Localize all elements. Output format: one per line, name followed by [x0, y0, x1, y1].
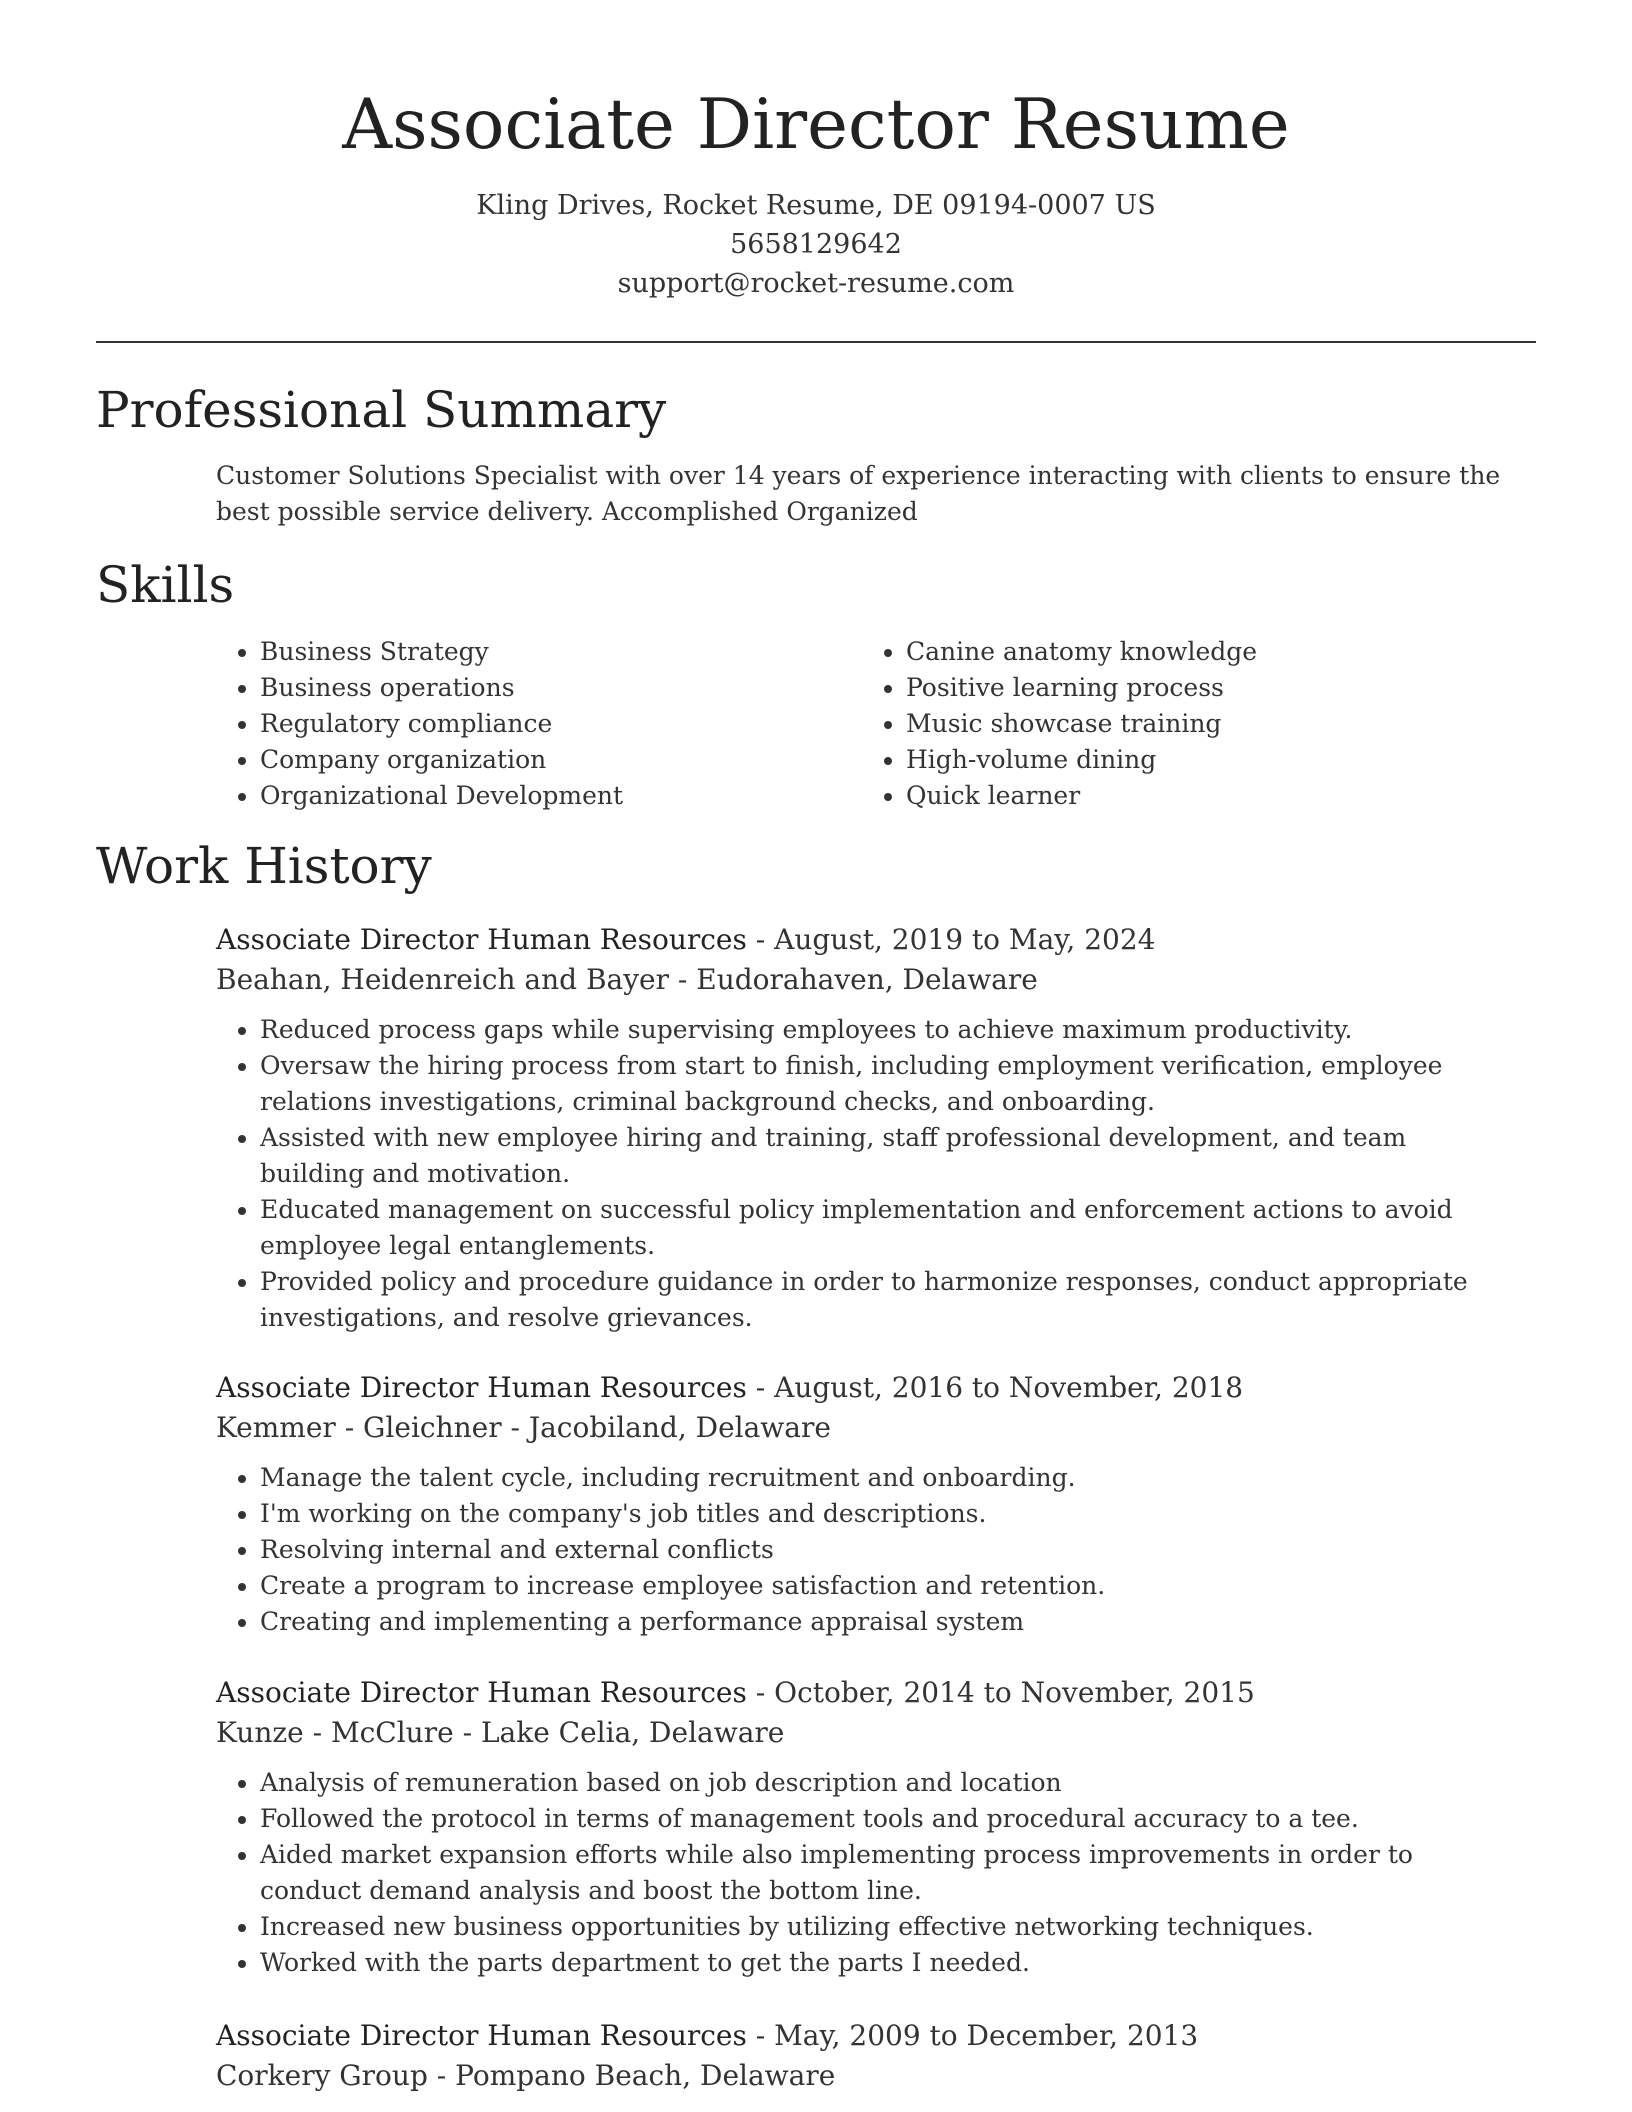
skill-item: • Business operations — [260, 670, 840, 706]
skill-item: • Organizational Development — [260, 778, 840, 814]
job-bullet: • Aided market expansion efforts while also implementing process improvements in order to conduct demand analysis and boost the bottom line. — [260, 1837, 1516, 1909]
job-title-line: Associate Director Human Resources - August, 2016 to November, 2018 — [216, 1371, 1244, 1404]
job-bullets — [216, 1765, 1516, 1981]
job-dates: May, 2009 to December, 2013 — [774, 2019, 1199, 2052]
job-bullet: • Followed the protocol in terms of management tools and procedural accuracy to a tee. — [260, 1801, 1516, 1837]
skills-list-left — [216, 634, 840, 814]
skill-item: • Positive learning process — [906, 670, 1526, 706]
job-company: Kunze - McClure — [216, 1716, 454, 1749]
email: support@rocket-resume.com — [617, 268, 1015, 299]
job-company: Corkery Group — [216, 2059, 428, 2092]
job-title: Associate Director Human Resources — [216, 923, 747, 956]
job-dates: August, 2016 to November, 2018 — [774, 1371, 1244, 1404]
job-company-line: Kemmer - Gleichner - Jacobiland, Delaware — [216, 1411, 831, 1444]
phone: 5658129642 — [730, 229, 902, 260]
job-title: Associate Director Human Resources — [216, 2019, 747, 2052]
skill-item: • Business Strategy — [260, 634, 840, 670]
job-bullet: • Assisted with new employee hiring and training, staff professional development, and team building and motivation. — [260, 1120, 1516, 1192]
resume-header — [96, 80, 1536, 303]
work-history-heading: Work History — [96, 837, 432, 895]
job-company: Beahan, Heidenreich and Bayer — [216, 963, 669, 996]
job-bullet: • Provided policy and procedure guidance in order to harmonize responses, conduct appropriate investigations, and resolve grievances. — [260, 1264, 1516, 1336]
job-bullet: • Reduced process gaps while supervising employees to achieve maximum productivity. — [260, 1012, 1516, 1048]
job-bullet: • Creating and implementing a performance appraisal system — [260, 1604, 1516, 1640]
skill-item: • Canine anatomy knowledge — [906, 634, 1526, 670]
job-location: Jacobiland, Delaware — [528, 1411, 831, 1444]
skill-item: • Quick learner — [906, 778, 1526, 814]
job-bullet: • Educated management on successful policy implementation and enforcement actions to avoid employee legal entanglements. — [260, 1192, 1516, 1264]
job-title-line: Associate Director Human Resources - August, 2019 to May, 2024 — [216, 923, 1156, 956]
job-bullet: • Resolving internal and external conflicts — [260, 1532, 1516, 1568]
job-location: Lake Celia, Delaware — [480, 1716, 785, 1749]
job-company: Kemmer - Gleichner — [216, 1411, 502, 1444]
skill-item: • Company organization — [260, 742, 840, 778]
job-bullets — [216, 1012, 1516, 1336]
job-company-line: Corkery Group - Pompano Beach, Delaware — [216, 2059, 836, 2092]
resume-title: Associate Director Resume — [342, 85, 1290, 165]
job-bullet: • Analysis of remuneration based on job description and location — [260, 1765, 1516, 1801]
contact-block — [96, 186, 1536, 303]
job-bullet: • Manage the talent cycle, including recruitment and onboarding. — [260, 1460, 1516, 1496]
job-bullet: • Increased new business opportunities by utilizing effective networking techniques. — [260, 1909, 1516, 1945]
skills-heading: Skills — [96, 556, 235, 614]
job-location: Pompano Beach, Delaware — [455, 2059, 836, 2092]
summary-heading: Professional Summary — [96, 381, 667, 439]
summary-text: Customer Solutions Specialist with over 14 years of experience interacting with clients to ensure the best possible service delivery. Accomplished Organized — [216, 461, 1501, 526]
job-company-line: Beahan, Heidenreich and Bayer - Eudorahaven, Delaware — [216, 963, 1038, 996]
job-title-line: Associate Director Human Resources - October, 2014 to November, 2015 — [216, 1676, 1255, 1709]
job-dates: October, 2014 to November, 2015 — [774, 1676, 1255, 1709]
job-title: Associate Director Human Resources — [216, 1371, 747, 1404]
skill-item: • High-volume dining — [906, 742, 1526, 778]
job-entry — [216, 1368, 1516, 1640]
job-company-line: Kunze - McClure - Lake Celia, Delaware — [216, 1716, 785, 1749]
address: Kling Drives, Rocket Resume, DE 09194-0007 US — [476, 190, 1156, 221]
job-entry — [216, 1673, 1516, 1981]
job-bullet: • Worked with the parts department to get the parts I needed. — [260, 1945, 1516, 1981]
job-dates: August, 2019 to May, 2024 — [774, 923, 1156, 956]
skills-list-right — [862, 634, 1526, 814]
job-location: Eudorahaven, Delaware — [696, 963, 1038, 996]
skill-item: • Regulatory compliance — [260, 706, 840, 742]
job-bullet: • Oversaw the hiring process from start to finish, including employment verification, employee relations investigations, criminal background checks, and onboarding. — [260, 1048, 1516, 1120]
skill-item: • Music showcase training — [906, 706, 1526, 742]
job-title: Associate Director Human Resources — [216, 1676, 747, 1709]
job-title-line: Associate Director Human Resources - May, 2009 to December, 2013 — [216, 2019, 1199, 2052]
job-bullets — [216, 1460, 1516, 1640]
job-entry — [216, 920, 1516, 1336]
job-bullet: • Create a program to increase employee satisfaction and retention. — [260, 1568, 1516, 1604]
job-bullet: • I'm working on the company's job titles and descriptions. — [260, 1496, 1516, 1532]
job-entry — [216, 2016, 1516, 2096]
header-divider — [96, 341, 1536, 343]
